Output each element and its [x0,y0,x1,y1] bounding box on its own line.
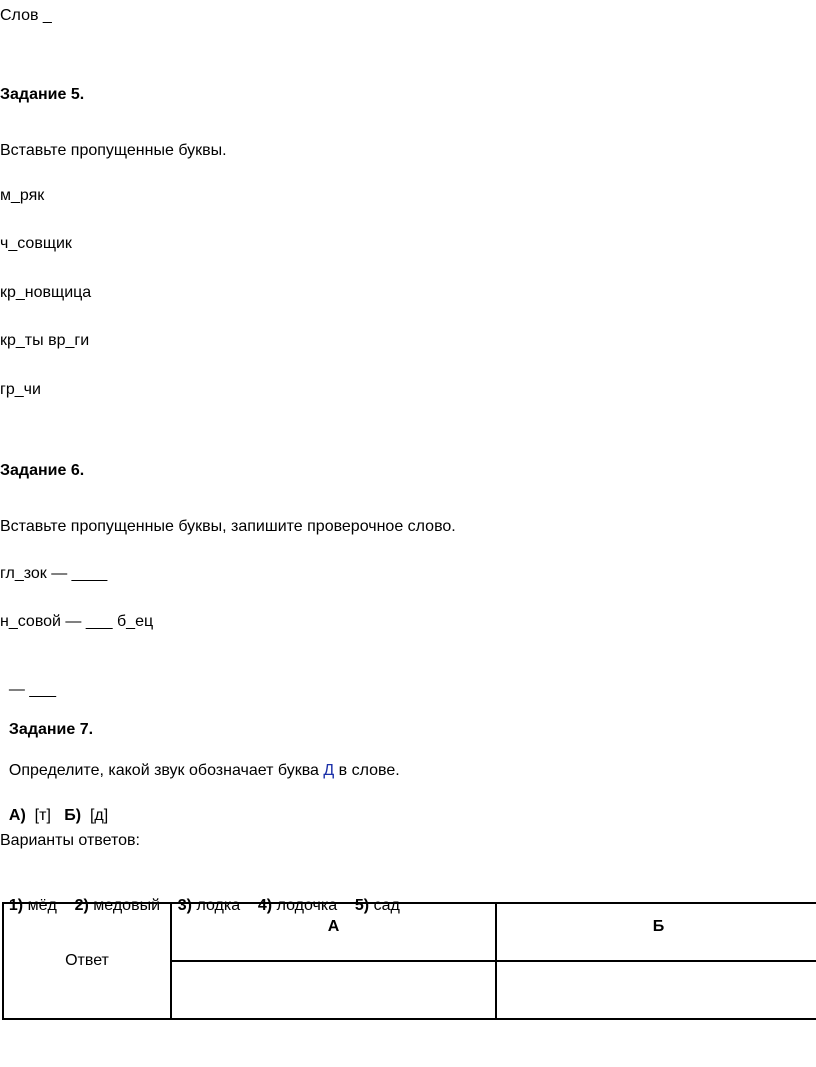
task6-line-2: н_совой — ___ б_ец [0,613,154,630]
task5-title: Задание 5. [0,86,85,103]
answer-1-num: 1) [8,897,24,914]
answer-col-a-header: А [171,903,496,961]
task7-option-a-value: [т] [34,807,51,824]
answer-2-word: медовый [93,897,160,914]
answer-3-num: 3) [177,897,193,914]
answer-5-word: сад [373,897,400,914]
answer-cell-b[interactable] [496,961,816,1019]
task7-instruction-before: Определите, какой звук обозначает буква [8,762,324,779]
header-fragment: Слов _ [0,7,52,24]
answer-5-num: 5) [354,897,370,914]
task5-word-1: м_ряк [0,187,45,204]
task7-answers [0,876,400,914]
task7-options [0,786,109,824]
answer-4-num: 4) [257,897,273,914]
task6-instruction: Вставьте пропущенные буквы, запишите проверочное слово. [0,518,456,535]
task7-title: Задание 7. [8,721,94,738]
task5-word-2: ч_совщик [0,235,72,252]
answer-2-num: 2) [74,897,89,914]
answer-3-word: лодка [196,897,241,914]
task7-instruction-after: в слове. [334,762,400,779]
task6-line-3 [0,660,94,738]
task7-option-a-label: А) [8,807,26,824]
task6-line-1: гл_зок — ____ [0,565,108,582]
answer-4-word: лодочка [276,897,338,914]
task5-word-5: гр_чи [0,381,41,398]
answer-cell-a[interactable] [171,961,496,1019]
task6-title: Задание 6. [0,462,85,479]
task7-option-b-value: [д] [89,807,109,824]
answer-table [2,902,816,1020]
answer-1-word: мёд [27,897,57,914]
task7-option-b-label: Б) [64,807,82,824]
task7-letter: Д [323,762,335,779]
task5-instruction: Вставьте пропущенные буквы. [0,142,227,159]
task5-word-4: кр_ты вр_ги [0,332,90,349]
answer-col-b-header: Б [496,903,816,961]
task7-instruction [0,741,400,779]
task7-variants-label: Варианты ответов: [0,832,140,849]
task6-line-3-prefix: — ___ [8,681,57,698]
task5-word-3: кр_новщица [0,284,92,301]
answer-row-label: Ответ [3,903,171,1019]
